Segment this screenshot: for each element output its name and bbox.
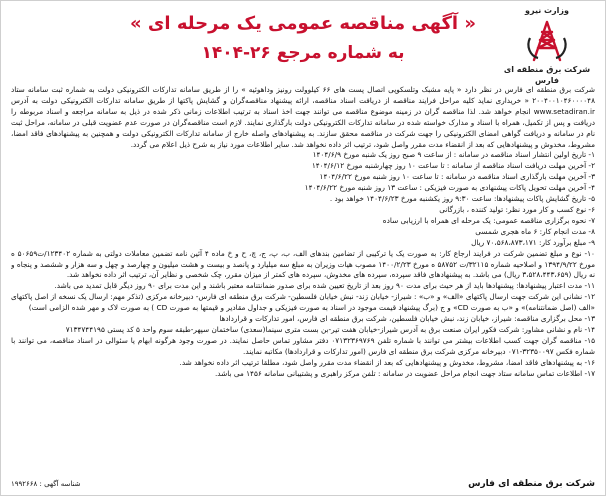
- notice-item: ۵- تاریخ گشایش پاکات پیشنهادها: ساعت ۹:۳۰ روز یکشنبه مورخ ۱۴۰۴/۶/۲۳ خواهد بود .: [329, 194, 595, 204]
- notice-item: ۱۱- مدت اعتبار پیشنهادها: پیشنهادها باید از هر حیث برای مدت ۹۰ روز بعد از تاریخ تعیین شده برای صدور ضمانتنامه معتبر باشند و این مدت برای ۹۰ روز دیگر قابل تمدید می باشد.: [54, 281, 595, 291]
- notice-title: « آگهی مناقصه عمومی یک مرحله ای »: [130, 13, 476, 34]
- notice-item: ۱۴- نام و نشانی مشاور: شرکت فکور ایران صنعت برق به آدرس شیراز-خیابان هفت تیر-بن بست متری سینما(سعدی) ساختمان سپهر-طبقه سوم واحد ۵ کد پستی ۷۱۳۴۷۴۴۱۹۵: [65, 324, 595, 334]
- notice-reference-number: به شماره مرجع ۲۶-۱۴۰۴: [201, 43, 405, 63]
- issuer-signature: شرکت برق منطقه ای فارس: [468, 479, 595, 489]
- notice-item: ۲- آخرین مهلت دریافت اسناد مناقصه از سامانه : تا ساعت ۱۰ روز چهارشنبه مورخ ۱۴۰۴/۶/۱۲: [311, 161, 595, 171]
- notice-item: ۱۵- مناقصه گران جهت کسب اطلاعات بیشتر می توانند با شماره تلفن ۰۷۱۳۲۳۶۹۷۶۹ دفتر مشاور تماس حاصل نمایند. در صورت وجود هرگونه ابهام یا سئوالی در اسناد مناقصه، می توانند با شماره فکس ۳۲۳۵۰۰۹۷-۰۷۱ دبیرخانه مرکزی شرکت برق منطقه ای فارس (امور تدارکات و قراردادها) مکاتبه نمایند.: [11, 335, 595, 356]
- notice-body: [11, 85, 595, 467]
- notice-item: ۱- تاریخ اولین انتشار اسناد مناقصه در سامانه : از ساعت ۹ صبح روز یک شنبه مورخ ۱۴۰۴/۶/۹: [312, 150, 595, 160]
- notice-item: ۱۳- محل برگزاری مناقصه: شیراز، خیابان زند، نبش خیابان فلسطین، شرکت برق منطقه ای فارس، امور تدارکات و قراردادها: [219, 314, 595, 324]
- notice-item: ۱۲- نشانی این شرکت جهت ارسال پاکتهای «الف» و «ب» : شیراز- خیابان زند- نبش خیابان فلسطین- شرکت برق منطقه ای فارس- دبیرخانه مرکزی (تذکر مهم: ارسال یک نسخه از اصل پاکتهای «الف (اصل ضمانتنامه)» و «ب به صورت CD» و ج (برگ پیشنهاد قیمت موجود در اسناد به صورت فیزیکی و جداول مقادیر و قیمتها به صورت CD ) به صورت لاک و مهر شده الزامی است): [11, 292, 595, 313]
- notice-item: ۱۷- اطلاعات تماس سامانه ستاد جهت انجام مراحل عضویت در سامانه : تلفن مرکز راهبری و پشتیبانی سامانه ۱۴۵۶ می باشد.: [214, 368, 595, 378]
- company-logo: [499, 5, 595, 85]
- ministry-label: وزارت نیرو: [525, 6, 569, 15]
- notice-item: ۴- آخرین مهلت تحویل پاکات پیشنهادی به صورت فیزیکی : ساعت ۱۳ روز شنبه مورخ ۱۴۰۴/۶/۲۲: [304, 183, 595, 193]
- ad-id-label: شناسه آگهی : ۱۹۹۲۶۶۸: [11, 480, 81, 488]
- notice-intro: شرکت برق منطقه ای فارس در نظر دارد « پایه مشبک وتلسکوپی اتصال پست های ۶۶ کیلوولت رونیز وداهوئیه » را از طریق سامانه تدارکات الکترونیکی دولت به شماره ثبت سامانه ستاد ۲۰۰۴۰۰۱۰۴۶۰۰۰۰۴۸ « خریداری نماید کلیه مراحل فرایند مناقصه از دریافت اسناد مناقصه، ارائه پیشنهاد مناقصه‌گران و گشایش پاکتها از طریق سامانه تدارکات الکترونیکی دولت به آدرس www.setadiran.ir انجام خواهد شد. لذا مناقصه گران در زمینه موضوع مناقصه می توانند جهت اخذ اسناد به ترتیب اطلاعات زمانی ذکر شده در ذیل به سامانه مراجعه و اسناد مربوطه را دریافت و پس از تکمیل، همراه با اسناد و مدارک خواسته شده در سامانه تدارکات الکترونیکی دولت بارگذاری نمایند. لازم است مناقصه‌گران در صورت عدم عضویت قبلی در سامانه، مراحل ثبت نام در سامانه و دریافت گواهی امضای الکترونیکی را جهت شرکت در مناقصه محقق سازند. به پیشنهادهای واصله خارج از سامانه تدارکات الکترونیکی دولت و همچنین به پیشنهادهای فاقد امضا، مشروط، مخدوش و پیشنهادهایی که بعد از انقضاء مدت مقرر واصل شود، ترتیب اثر داده نخواهد شد. سایر اطلاعات مورد نیاز به شرح ذیل اعلام می گردد.: [11, 85, 595, 149]
- notice-item: ۸- مدت انجام کار: ۶ ماه هجری شمسی: [475, 226, 595, 236]
- notice-item: ۱۶- به پیشنهادهای فاقد امضا، مشروط، مخدوش و پیشنهادهایی که بعد از انقضاء مدت مقرر واصل شود، مطلقا ترتیب اثر داده نخواهد شد.: [179, 357, 595, 367]
- notice-item: ۳- آخرین مهلت بارگذاری اسناد مناقصه در سامانه : تا ساعت ۱۰ روز شنبه مورخ ۱۴۰۴/۶/۲۲: [319, 172, 595, 182]
- notice-item: ۱۰- نوع و مبلغ تضمین شرکت در فرایند ارجاع کار: به صورت یک یا ترکیبی از تضامین بندهای الف، ب، پ، ج، چ، ح و خ ماده ۴ آئین نامه تضمین معاملات دولتی به شماره ۱۲۳۴۰۲/ت۵۰۶۵۹ ه مورخ ۱۳۹۴/۹/۲۲ و اصلاحیه شماره ۳۲۱۱۵/ت ۵۸۷۵۲ ه مورخ ۱۴۰۰/۲/۲۳ مصوب هیات وزیران به مبلغ سه میلیارد و پانصد و بیست و هشت میلیون و چهارصد و چهل و سه هزار و ششصد و پنجاه و نه ریال (۳،۵۲۸،۴۴۳،۶۵۹ ریال) می باشد. به پیشنهادهای فاقد سپرده، سپرده های مخدوش، سپرده های کمتر از میزان مقرر، چک شخصی و نظایر آن، ترتیب اثر داده نخواهد شد.: [11, 248, 595, 280]
- power-tower-logo-icon: [524, 18, 570, 64]
- notice-title-block: [121, 9, 485, 67]
- notice-header: [1, 1, 605, 85]
- notice-footer: [11, 469, 595, 489]
- notice-item: ۹- مبلغ برآورد کار: ۷۰،۵۶۸،۸۷۳،۱۷۱ ریال: [471, 237, 595, 247]
- notice-item: ۶- نوع کسب و کار مورد نظر: تولید کننده ، بازرگانی: [439, 204, 595, 214]
- notice-item: ۷- نحوه برگزاری مناقصه عمومی: یک مرحله ای همراه با ارزیابی ساده: [382, 215, 595, 225]
- company-name-label: شرکت برق منطقه ای فارس: [503, 65, 591, 85]
